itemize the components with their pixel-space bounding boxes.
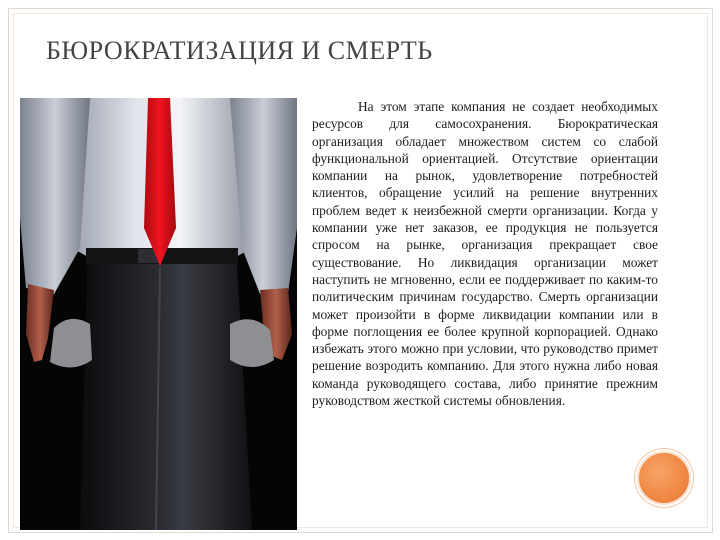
man-empty-pockets-photo	[20, 98, 297, 530]
body-paragraph: На этом этапе компания не создает необходимых ресурсов для самосохранения. Бюрократическая организация обладает множеством систем со слабой функциональной ориентацией. Отсутствие ориентации компании на рынок, удовлетворение потребностей клиентов, обращение усилий на решение внутренних проблем ведет к неизбежной смерти организации. Когда у компании уже нет заказов, ее продукция не пользуется спросом на рынке, организация прекращает свое существование. Но ликвидация организации может наступить не мгновенно, если ее поддерживает по каким-то политическим причинам государство. Смерть организации может произойти в форме ликвидации компании или в форме поглощения ее более крупной корпорацией. Однако избежать этого можно при условии, что руководство примет решение возродить компанию. Для этого нужна либо новая команда руководящего состава, либо принятие прежним руководством жесткой системы обновления.	[312, 99, 658, 409]
decorative-orange-circle	[637, 451, 691, 505]
slide-title: БЮРОКРАТИЗАЦИЯ И СМЕРТЬ	[46, 36, 433, 65]
